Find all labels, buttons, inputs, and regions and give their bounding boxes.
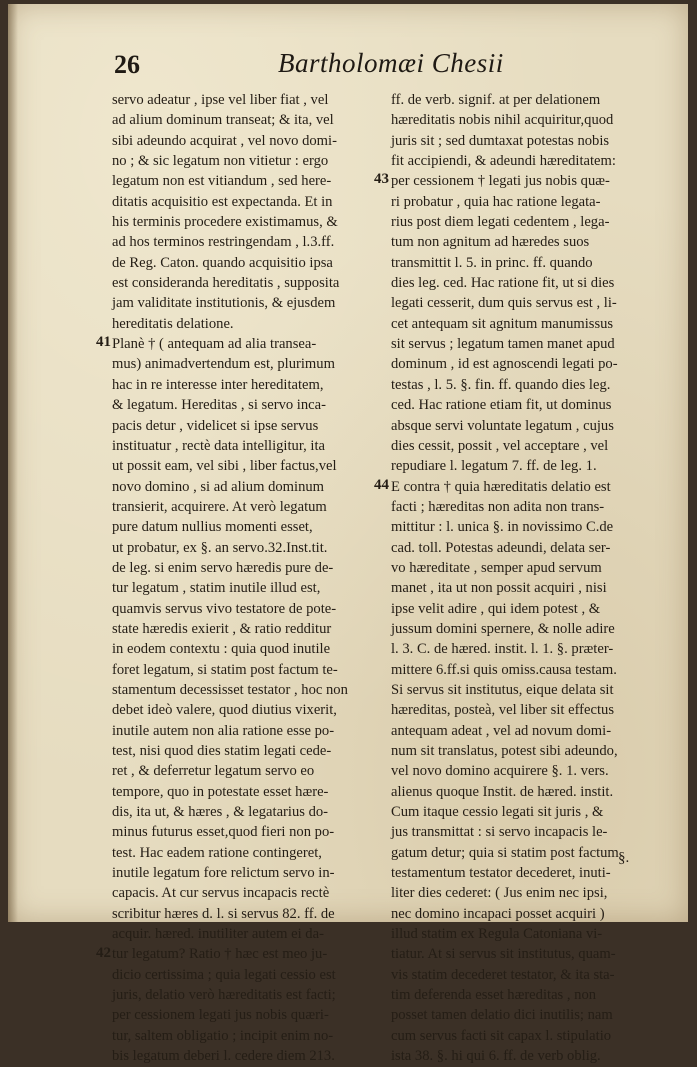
text-line: dicio certissima ; quia legati cessio est xyxy=(112,966,336,983)
text-line: foret legatum, si statim post factum te- xyxy=(112,661,338,678)
text-line: & legatum. Hereditas , si servo inca- xyxy=(112,397,326,414)
text-line: test, nisi quod dies statim legati cede- xyxy=(112,743,332,759)
text-line: gatum detur; quia si statim post factum xyxy=(391,844,619,861)
text-line: ipse velit adire , qui idem potest , & xyxy=(391,600,601,617)
text-line: inutile autem non alia ratione esse po- xyxy=(112,722,335,739)
text-line: hac in re interesse inter hereditatem, xyxy=(112,376,324,393)
text-line: tum non agnitum ad hæredes suos xyxy=(391,234,590,251)
text-line: ff. de verb. signif. at per delationem xyxy=(391,92,601,108)
text-line: hæreditas, posteà, vel liber sit effectus xyxy=(391,702,615,719)
text-line: inutile legatum fore relictum servo in- xyxy=(112,865,335,882)
text-line: cad. toll. Potestas adeundi, delata ser- xyxy=(391,539,611,556)
text-line: stamentum decessisset testator , hoc non xyxy=(112,681,348,698)
text-line: Cum itaque cessio legati sit juris , & xyxy=(391,804,604,821)
text-line: jus transmittat : si servo incapacis le- xyxy=(391,824,608,841)
text-line: liter dies cederet: ( Jus enim nec ipsi, xyxy=(391,885,608,902)
text-line: tim deferenda esset hæreditas , non xyxy=(391,987,597,1004)
text-line: quamvis servus vivo testatore de pote- xyxy=(112,600,337,617)
book-page xyxy=(8,4,688,1065)
text-line: sit servus ; legatum tamen manet apud xyxy=(391,336,615,353)
text-line: facti ; hæreditas non adita non trans- xyxy=(391,498,605,515)
text-line: jussum domini spernere, & nolle adire xyxy=(391,620,615,637)
text-line: novo domino , si ad alium dominum xyxy=(112,478,325,495)
section-number-marker: 41 xyxy=(96,334,111,351)
text-line: dis, ita ut, & hæres , & legatarius do- xyxy=(112,804,329,821)
text-line: pure datum nullius momenti esset, xyxy=(112,519,313,536)
section-number-marker: 43 xyxy=(374,171,389,188)
text-line: ut possit eam, vel sibi , liber factus,vel xyxy=(112,458,337,475)
text-line: manet , ita ut non possit acquiri , nisi xyxy=(391,580,607,597)
text-line: hæreditatis nobis nihil acquiritur,quod xyxy=(391,112,614,129)
text-line: est consideranda hereditatis , supposita xyxy=(112,275,340,292)
text-line: per cessionem legati jus nobis quæri- xyxy=(112,1007,329,1024)
text-line: vel novo domino acquirere §. 1. vers. xyxy=(391,763,609,780)
text-line: tiatur. At si servus sit institutus, quam- xyxy=(391,946,616,963)
text-line: mittitur : l. unica §. in novissimo C.de xyxy=(391,519,614,536)
text-line: juris sit ; sed dumtaxat potestas nobis xyxy=(391,132,610,149)
text-line: ista 38. §. hi qui 6. ff. de verb oblig. xyxy=(391,1048,601,1065)
text-line: mittere 6.ff.si quis omiss.causa testam. xyxy=(391,661,617,678)
text-line: dies cessit, possit , vel acceptare , vel xyxy=(391,437,609,454)
text-line: repudiare l. legatum 7. ff. de leg. 1. xyxy=(391,458,597,475)
text-line: antequam adeat , vel ad novum domi- xyxy=(391,722,612,739)
page-number: 26 xyxy=(114,50,140,79)
text-line: vis statim decederet testator, & ita sta- xyxy=(391,966,615,983)
text-line: mus) animadvertendum est, plurimum xyxy=(112,356,335,373)
text-line: transmittit l. 5. in princ. ff. quando xyxy=(391,254,593,271)
text-line: posset tamen delatio dici inutilis; nam xyxy=(391,1007,613,1024)
catchword: §. xyxy=(618,850,630,866)
text-line: ditatis acquisitio est expectanda. Et in xyxy=(112,193,333,210)
text-line: pacis detur , videlicet si ipse servus xyxy=(112,417,319,434)
text-line: no ; & sic legatum non vitietur : ergo xyxy=(112,153,329,170)
text-line: rius post diem legati cedentem , lega- xyxy=(391,214,610,231)
text-line: ced. Hac ratione etiam fit, ut dominus xyxy=(391,397,612,414)
text-line: illud statim ex Regula Catoniana vi- xyxy=(391,926,603,943)
text-line: test. Hac eadem ratione contingeret, xyxy=(112,844,322,861)
text-line: ut probatur, ex §. an servo.32.Inst.tit. xyxy=(112,539,328,556)
text-line: tempore, quo in potestate esset hære- xyxy=(112,783,329,800)
text-line: per cessionem † legati jus nobis quæ- xyxy=(391,173,610,190)
text-line: cum servus facti sit capax l. stipulatio xyxy=(391,1027,612,1044)
text-line: ri probatur , quia hac ratione legata- xyxy=(391,193,601,210)
text-line: transierit, acquirere. At verò legatum xyxy=(112,498,327,515)
text-line: in eodem contextu : quia quod inutile xyxy=(112,641,331,658)
text-line: dies leg. ced. Hac ratione fit, ut si dies xyxy=(391,275,615,292)
text-line: de Reg. Caton. quando acquisitio ipsa xyxy=(112,254,333,271)
text-line: ret , & deferretur legatum servo eo xyxy=(112,763,315,780)
text-line: hereditatis delatione. xyxy=(112,315,234,332)
text-line: servo adeatur , ipse vel liber fiat , vel xyxy=(112,92,329,108)
text-line: absque servi voluntate legatum , cujus xyxy=(391,417,614,434)
text-line: cet antequam sit agnitum manumissus xyxy=(391,315,614,332)
text-line: alienus quoque Instit. de hæred. instit. xyxy=(391,783,614,800)
section-number-marker: 42 xyxy=(96,944,111,961)
text-line: minus futurus esset,quod fieri non po- xyxy=(112,824,335,841)
running-head: Bartholomæi Chesii xyxy=(278,48,504,78)
right-text-column xyxy=(391,90,654,1067)
text-line: bis legatum deberi l. cedere diem 213. xyxy=(112,1048,335,1065)
text-line: de leg. si enim servo hæredis pure de- xyxy=(112,559,334,576)
text-line: sibi adeundo acquirat , vel novo domi- xyxy=(112,132,337,149)
section-number-marker: 44 xyxy=(374,476,389,493)
text-line: ad alium dominum transeat; & ita, vel xyxy=(112,112,334,129)
page-edge-shadow xyxy=(8,4,18,922)
text-line: instituatur , rectè data intelligitur, ita xyxy=(112,437,325,454)
text-line: fit accipiendi, & adeundi hæreditatem: xyxy=(391,153,616,170)
left-text-column xyxy=(112,90,375,1067)
text-line: tur legatum , statim inutile illud est, xyxy=(112,580,321,597)
text-line: num sit translatus, potest sibi adeundo, xyxy=(391,743,618,759)
text-line: nec domino incapaci posset acquiri ) xyxy=(391,905,605,922)
text-line: ad hos terminos restringendam , l.3.ff. xyxy=(112,234,335,251)
text-line: dominum , id est agnoscendi legati po- xyxy=(391,356,618,373)
text-line: testamentum testator decederet, inuti- xyxy=(391,865,611,882)
text-line: vo hæreditate , semper apud servum xyxy=(391,559,602,576)
text-line: testas , l. 5. §. fin. ff. quando dies leg. xyxy=(391,376,611,393)
text-line: debet ideò valere, quod diutius vixerit, xyxy=(112,702,337,719)
text-line: his terminis procedere existimamus, & xyxy=(112,214,338,231)
text-line: scribitur hæres d. l. si servus 82. ff. de xyxy=(112,905,335,922)
text-line: tur, saltem obligatio ; incipit enim no- xyxy=(112,1027,334,1044)
text-line: juris, delatio verò hæreditatis est facti; xyxy=(112,987,336,1004)
text-line: acquir. hæred. inutiliter autem ei da- xyxy=(112,926,324,943)
text-line: legati cesserit, dum quis servus est , li- xyxy=(391,295,617,312)
text-line: tur legatum? Ratio † hæc est meo ju- xyxy=(112,946,328,963)
text-line: Planè † ( antequam ad alia transea- xyxy=(112,336,317,353)
text-line: l. 3. C. de hæred. instit. l. 1. §. præter- xyxy=(391,641,614,658)
text-line: state hæredis exierit , & ratio redditur xyxy=(112,620,332,637)
text-line: jam validitate institutionis, & ejusdem xyxy=(112,295,336,312)
text-line: legatum non est vitiandum , sed here- xyxy=(112,173,332,190)
text-line: E contra † quia hæreditatis delatio est xyxy=(391,478,611,495)
text-line: capacis. At cur servus incapacis rectè xyxy=(112,885,330,902)
text-line: Si servus sit institutus, eique delata sit xyxy=(391,681,614,698)
page-header xyxy=(8,48,688,88)
